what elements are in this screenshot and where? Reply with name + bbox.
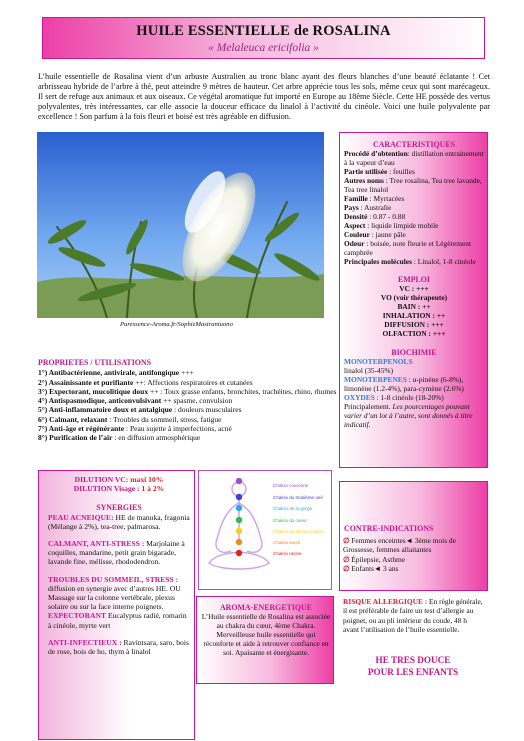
characteristic-value: : Linalol, 1-8 cinéole [411,257,476,266]
characteristic-row [344,239,484,257]
property-detail: : douleurs musculaires [172,405,242,415]
allergy-text: En règle générale, il est préférable de faire un test d’allergie au poignet, ou au pli intérieur du coude, 48 h avant l’utilisation de l’huile essentielle. [343,597,483,634]
chakra-dot [236,505,242,511]
dilution-vc: DILUTION VC: maxi 10% [74,475,164,484]
usage-row: INHALATION : ++ [382,311,446,320]
characteristic-row [344,203,484,212]
synergy-text: diffusion en synergie avec d’autres HE. OU Massage sur la colonne vertébrale, plexus solaire ou sur la face interne poignets. [48,583,181,612]
characteristic-key: Pays [344,203,359,212]
characteristic-row [344,167,484,176]
biochem-note: Principalement. Les pourcentages pouvant varier d’un lot à l’autre, sont donnés à titre indicatif. [344,402,473,429]
forbidden-icon: ∅ [343,563,352,573]
allergy-heading: RISQUE ALLERGIQUE : [343,597,428,606]
characteristic-row [344,176,484,194]
forbidden-icon: ∅ [343,554,352,564]
property-name: Anti-âge et régénérante [48,424,125,434]
aroma-box [196,596,334,684]
dilution-box [38,470,195,740]
usage-row: BAIN : ++ [397,302,431,311]
properties-heading: PROPRIETES / UTILISATIONS [38,358,151,367]
synergy-group [48,513,190,531]
chakra-label: Chakra du coeur [273,518,307,523]
usage-rows [344,284,484,338]
aroma-text: L’Huile essentielle de Rosalina est associée au chakra du cœur, 4ème Chakra. Merveilleuse huile essentielle qui réconforte et aide à retrouver confiance en soi. Apaisante et énergisante. [201,612,331,658]
biochem-monoterpenols: MONOTERPENOLS linalol (35-45%) [344,357,413,375]
forbidden-icon: ∅ [343,536,352,545]
aroma-heading: AROMA-ENERGETIQUE [219,603,313,612]
chakra-label: Chakra couronne [273,483,309,488]
usage-row: VC : +++ [399,284,429,293]
usage-row: VO (voir thérapeute) [380,293,448,302]
aroma-content [201,603,331,658]
contra-text: Enfants◄ 3 ans [351,563,399,573]
contra-text: Épilepsie, Asthme [351,554,406,564]
contra-text: Femmes enceintes◄ 3ème mois de Grossesse, femmes allaitantes [343,536,456,555]
property-item [38,396,338,405]
synergy-text: HE de manuka, fragonia (Mélange à 2%), tea-tree, palmarosa. [48,512,190,531]
characteristic-row [344,212,484,221]
characteristic-value: : boisée, note fleurie et Légèrement camphrée [344,239,472,257]
property-item [38,415,338,424]
usage-row: OLFACTION : +++ [382,329,446,338]
contra-list [343,536,483,573]
dilution-content [48,475,190,656]
property-number: 8°) [38,433,50,443]
chakra-dot [236,550,242,556]
property-name: Expectorant, mucolitique doux [49,386,149,396]
property-number: 6°) [38,414,50,424]
title-box [42,17,485,59]
characteristic-row [344,257,484,266]
property-name: Calmant, relaxant [49,414,108,424]
characteristic-key: Densité [344,212,368,221]
contra-item [343,564,483,573]
chakra-label: Chakra du plexus solaire [273,529,324,534]
allergy-section [343,597,483,634]
chakra-label: Chakra du troisième oeil [273,495,323,500]
property-detail: ++ : Toux grasse enfants, bronchites, trachéites, rhino, rhumes [148,386,337,396]
characteristic-key: Couleur [344,230,370,239]
usage-row: DIFFUSION : +++ [384,320,444,329]
chakra-dots [236,478,242,556]
property-name: Antispasmodique, anticonvulsivant [48,396,162,406]
chakra-dot [236,478,242,484]
intro-paragraph: L’huile essentielle de Rosalina vient d’un arbuste Australien au tronc blanc ayant des fleurs blanches d’une beauté éclatante ! Cet arbrisseau hybride de l’arbre à thé, peut atteindre 9 mètres de hauteur. Cet arbre apprécie tous les sols, même ceux qui sont marécageux. Il sert de refuge aux animaux et aux oiseaux. Ce végétal aromatique fut importé en Europe au 18ème Siècle. Cette HE possède des vertus polyvalentes, très intéressantes, car elle associe la douceur efficace du linalol à l’activité du cinéole. Voici une huile polyvalente par excellence ! Son parfum à la fois fleuri et boisé est très agréable en diffusion. [38,72,490,122]
figure-left-arm [216,503,239,552]
property-number: 3°) [38,386,50,396]
characteristic-row [344,194,484,203]
characteristic-value: : Tree rosalina, Tea tree lavande, Tea tree linalol [344,176,482,194]
synergy-label: CALMANT, ANTI-STRESS : [48,539,145,549]
characteristics-heading: CARACTERISTIQUES [373,140,455,149]
characteristic-key: Odeur [344,239,365,248]
plant-photo [37,132,324,318]
characteristic-row [344,149,484,167]
chakra-labels [273,483,324,556]
synergy-group [48,575,190,612]
property-name: Purification de l’air [49,433,113,443]
chakra-dot [236,494,242,500]
property-name: Assainissante et purifiante [48,377,134,387]
chakra-label: Chakra de la gorge [273,506,313,511]
property-detail: +++ [179,368,194,378]
biochem-heading: BIOCHIMIE [391,348,437,357]
property-detail: ++: Affections respiratoires et cutanées [133,377,253,387]
usage-heading: EMPLOI [397,275,430,284]
property-item [38,387,338,396]
characteristic-value: : distillation entrainement à la vapeur d’eau [344,149,484,167]
synergy-label: PEAU ACNEIQUE: [48,512,114,522]
property-number: 7°) [38,424,49,434]
synergies-heading: SYNERGIES [96,503,142,513]
property-number: 4°) [38,396,49,406]
characteristic-value: : 0.87 - 0.88 [367,212,406,221]
synergy-label: EXPECTORANT [48,611,107,621]
synergy-label: TROUBLES DU SOMMEIL, STRESS : [48,574,179,584]
synergy-label: ANTI-INFECTIEUX : [48,637,122,647]
chakra-label: Chakra racine [273,551,302,556]
property-item [38,405,338,414]
property-detail: ++ spasme, convulsion [161,396,233,406]
biochem-oxydes: OXYDES : 1-8 cinéole (18-20%) [344,393,444,402]
chakra-dot [236,539,242,545]
property-name: Antibactérienne, antivirale, antifongique [48,368,180,378]
synergies-list [48,513,190,657]
chakra-dot [236,528,242,534]
figure-right-arm [239,503,262,552]
characteristic-key: Procédé d’obtention [344,149,408,158]
characteristics-rows [344,149,484,266]
characteristic-value: : Myrtacées [367,194,405,203]
biochem-monoterpenes: MONOTERPENES : α-pinène (6-8%), limonène (1.2-4%), para-cymène (2.6%) [344,375,464,393]
synergy-text: Ravintsara, saro, bois de rose, bois de ho, thym à linalol [48,637,189,657]
characteristic-key: Partie utilisée [344,167,388,176]
property-item [38,424,338,433]
plant-photo-illustration [37,132,324,318]
synergy-text: Eucalyptus radié, romarin à cinéole, myrte vert [48,611,187,630]
synergy-text: Marjolaine à coquilles, mandarine, petit grain bigarade, lavande fine, mélisse, rhododendron. [48,539,185,567]
characteristic-value: : liquide limpide mobile [365,221,439,230]
synergy-group [48,539,190,567]
characteristics-box [339,132,488,468]
properties-list [38,368,338,442]
page-subtitle: « Melaleuca ericifolia » [208,42,319,54]
characteristic-value: : feuilles [387,167,415,176]
characteristic-row [344,221,484,230]
property-detail: : en diffusion atmosphérique [112,433,201,443]
characteristic-value: : jaune pâle [369,230,406,239]
contra-heading: CONTRE-INDICATIONS [344,524,434,533]
chakra-dot [236,517,242,523]
contra-item [343,555,483,564]
photo-credit: Puressence-Aroma.fr/SophieMastrantuono [120,321,233,328]
property-item [38,378,338,387]
characteristic-key: Principales molécules [344,257,412,266]
synergy-group [48,611,190,629]
characteristic-value: : Australie [358,203,392,212]
property-item [38,433,338,442]
contra-item [343,536,483,555]
page-title: HUILE ESSENTIELLE de ROSALINA [136,23,391,39]
property-detail: : Troubles du sommeil, stress, fatigue [107,414,222,424]
property-number: 1°) [38,368,49,378]
synergy-group [48,638,190,656]
chakra-illustration [199,471,329,587]
dilution-visage: DILUTION Visage : 1 à 2% [73,484,165,494]
characteristic-row [344,230,484,239]
chakra-diagram [198,470,332,590]
properties-section [38,358,338,443]
property-detail: : Peau sujette à imperfections, acné [124,424,232,434]
property-item [38,368,338,377]
characteristics-content [344,140,484,429]
characteristic-key: Aspect [344,221,366,230]
characteristic-key: Famille [344,194,368,203]
sweet-note: HE TRES DOUCE POUR LES ENFANTS [367,655,459,677]
property-name: Anti-inflammatoire doux et antalgique [48,405,173,415]
property-number: 2°) [38,377,49,387]
chakra-label: Chakra sacré [273,540,301,545]
property-number: 5°) [38,405,49,415]
characteristic-key: Autres noms [344,176,384,185]
